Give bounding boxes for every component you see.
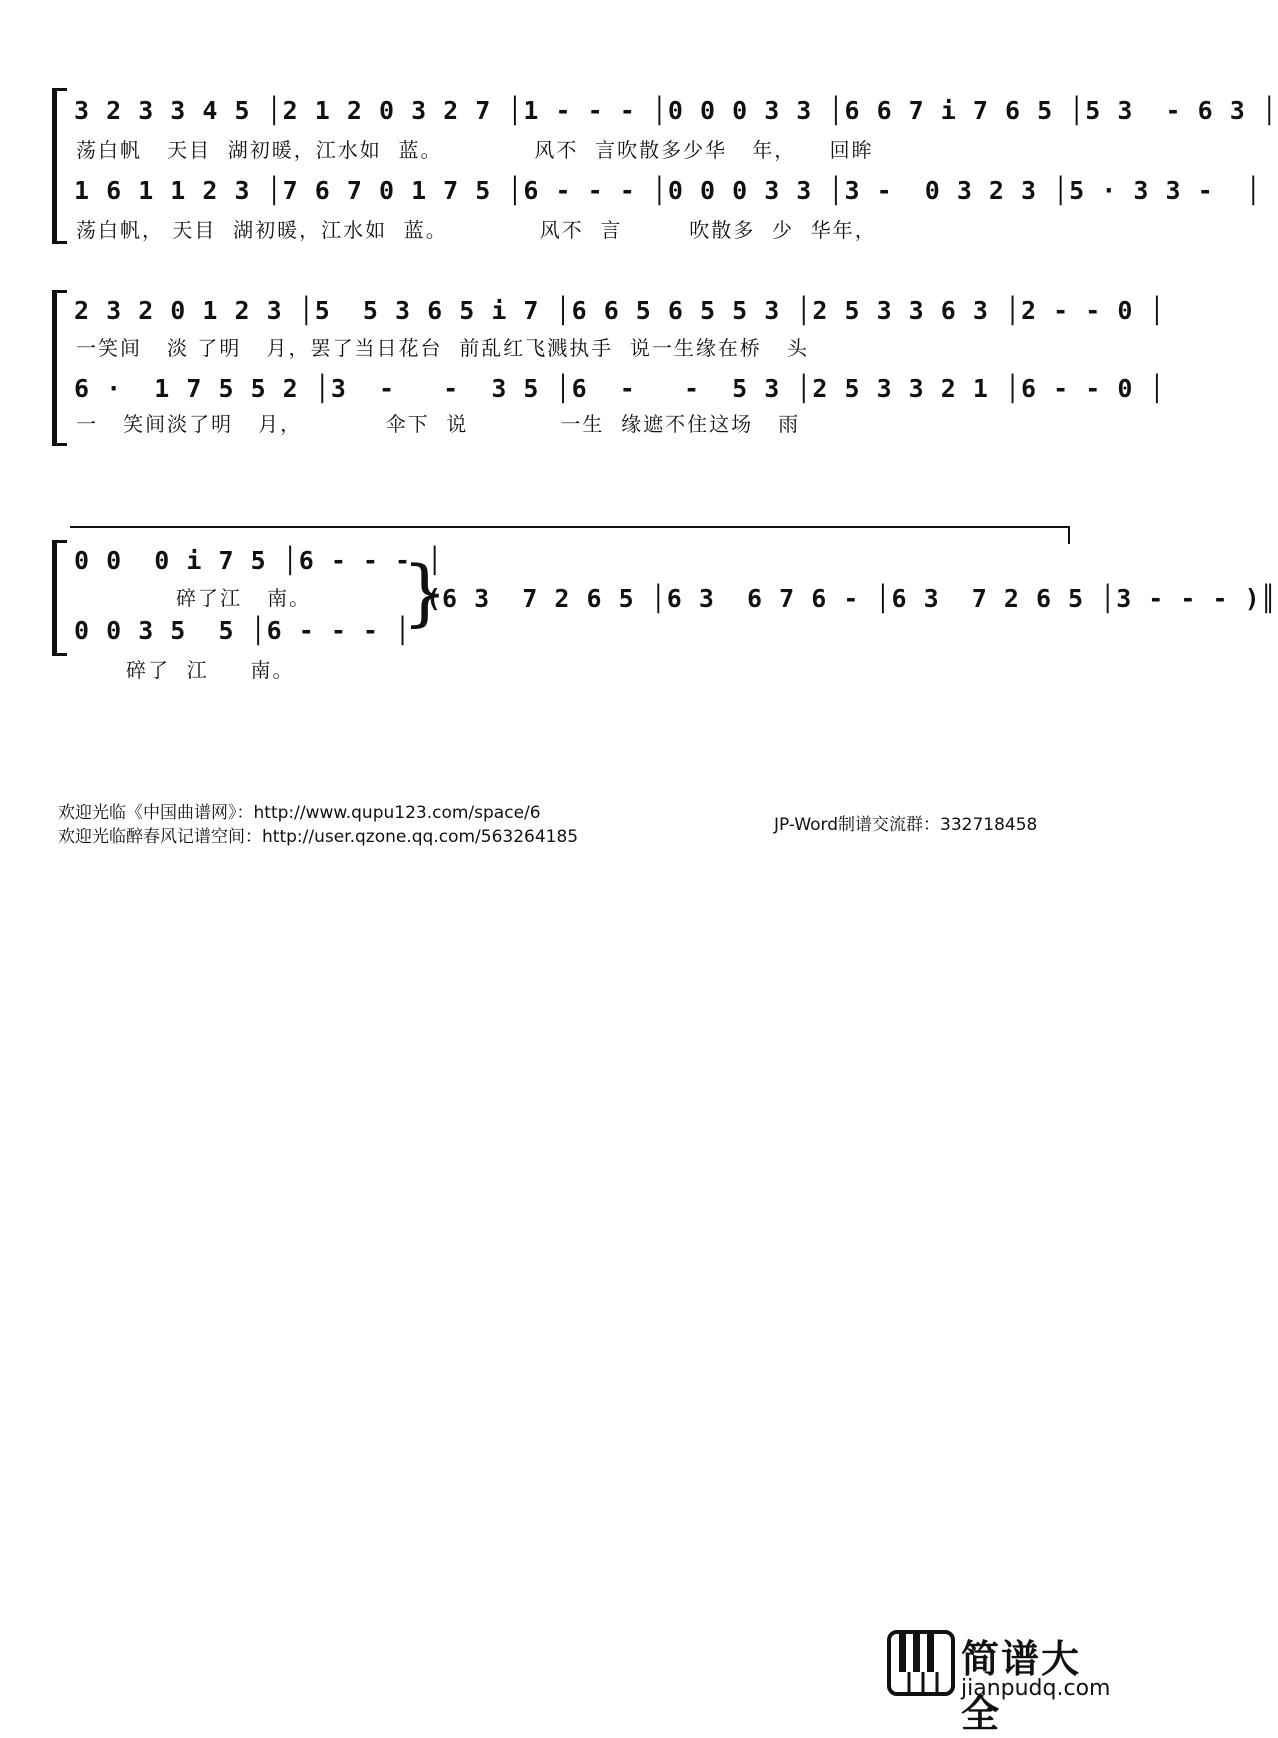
lower-notes: 0 0 3 5 5 │6 - - - │ bbox=[74, 616, 412, 645]
system-bracket bbox=[52, 88, 67, 244]
footer-line-1: 欢迎光临《中国曲谱网》：http://www.qupu123.com/space/6 bbox=[58, 803, 541, 823]
logo-title: 简谱大全 bbox=[961, 1637, 1082, 1736]
lower-lyrics: 碎了 江 南。 bbox=[126, 658, 295, 682]
upper-notes: 2 3 2 0 1 2 3 │5 5 3 6 5 i 7 │6 6 5 6 5 5 3 │2 5 3 3 6 3 │2 - - 0 │ bbox=[74, 296, 1166, 325]
lower-lyrics: 荡白帆， 天目 湖初暖，江水如 蓝。 风不 言 吹散多 少 华年， bbox=[76, 218, 877, 242]
footer-line-2: 欢迎光临醉春风记谱空间：http://user.qzone.qq.com/563264185 bbox=[58, 827, 579, 847]
system-3 bbox=[52, 540, 1277, 682]
system-2 bbox=[52, 290, 1166, 450]
upper-lyrics: 荡白帆 天目 湖初暖，江水如 蓝。 风不 言吹散多少华 年， 回眸 bbox=[76, 138, 874, 162]
footer-group-info: JP-Word制谱交流群：332718458 bbox=[774, 815, 1038, 835]
upper-lyrics: 碎了江 南。 bbox=[176, 586, 312, 610]
top-rule bbox=[70, 526, 1070, 528]
site-logo bbox=[887, 1628, 1112, 1736]
interlude-notes: (6 3 7 2 6 5 │6 3 6 7 6 - │6 3 7 2 6 5 │3 - - - )║ bbox=[426, 584, 1277, 613]
upper-notes: 3 2 3 3 4 5 │2 1 2 0 3 2 7 │1 - - - │0 0 0 3 3 │6 6 7 i 7 6 5 │5 3 - 6 3 │ bbox=[74, 96, 1278, 125]
system-1 bbox=[52, 88, 1278, 248]
upper-notes: 0 0 0 i 7 5 │6 - - - │ bbox=[74, 546, 444, 575]
piano-keys-icon bbox=[887, 1628, 957, 1700]
lower-lyrics: 一 笑间淡了明 月， 伞下 说 一生 缘遮不住这场 雨 bbox=[76, 412, 801, 436]
system-bracket bbox=[52, 540, 67, 656]
upper-lyrics: 一笑间 淡 了明 月，罢了当日花台 前乱红飞溅执手 说一生缘在桥 头 bbox=[76, 336, 810, 360]
brace-connector: } bbox=[402, 550, 448, 634]
lower-notes: 6 · 1 7 5 5 2 │3 - - 3 5 │6 - - 5 3 │2 5 3 3 2 1 │6 - - 0 │ bbox=[74, 374, 1166, 403]
logo-url: jianpudq.com bbox=[961, 1676, 1111, 1701]
top-rule-end bbox=[1068, 526, 1070, 544]
system-bracket bbox=[52, 290, 67, 446]
lower-notes: 1 6 1 1 2 3 │7 6 7 0 1 7 5 │6 - - - │0 0 0 3 3 │3 - 0 3 2 3 │5 · 3 3 - │ bbox=[74, 176, 1262, 205]
